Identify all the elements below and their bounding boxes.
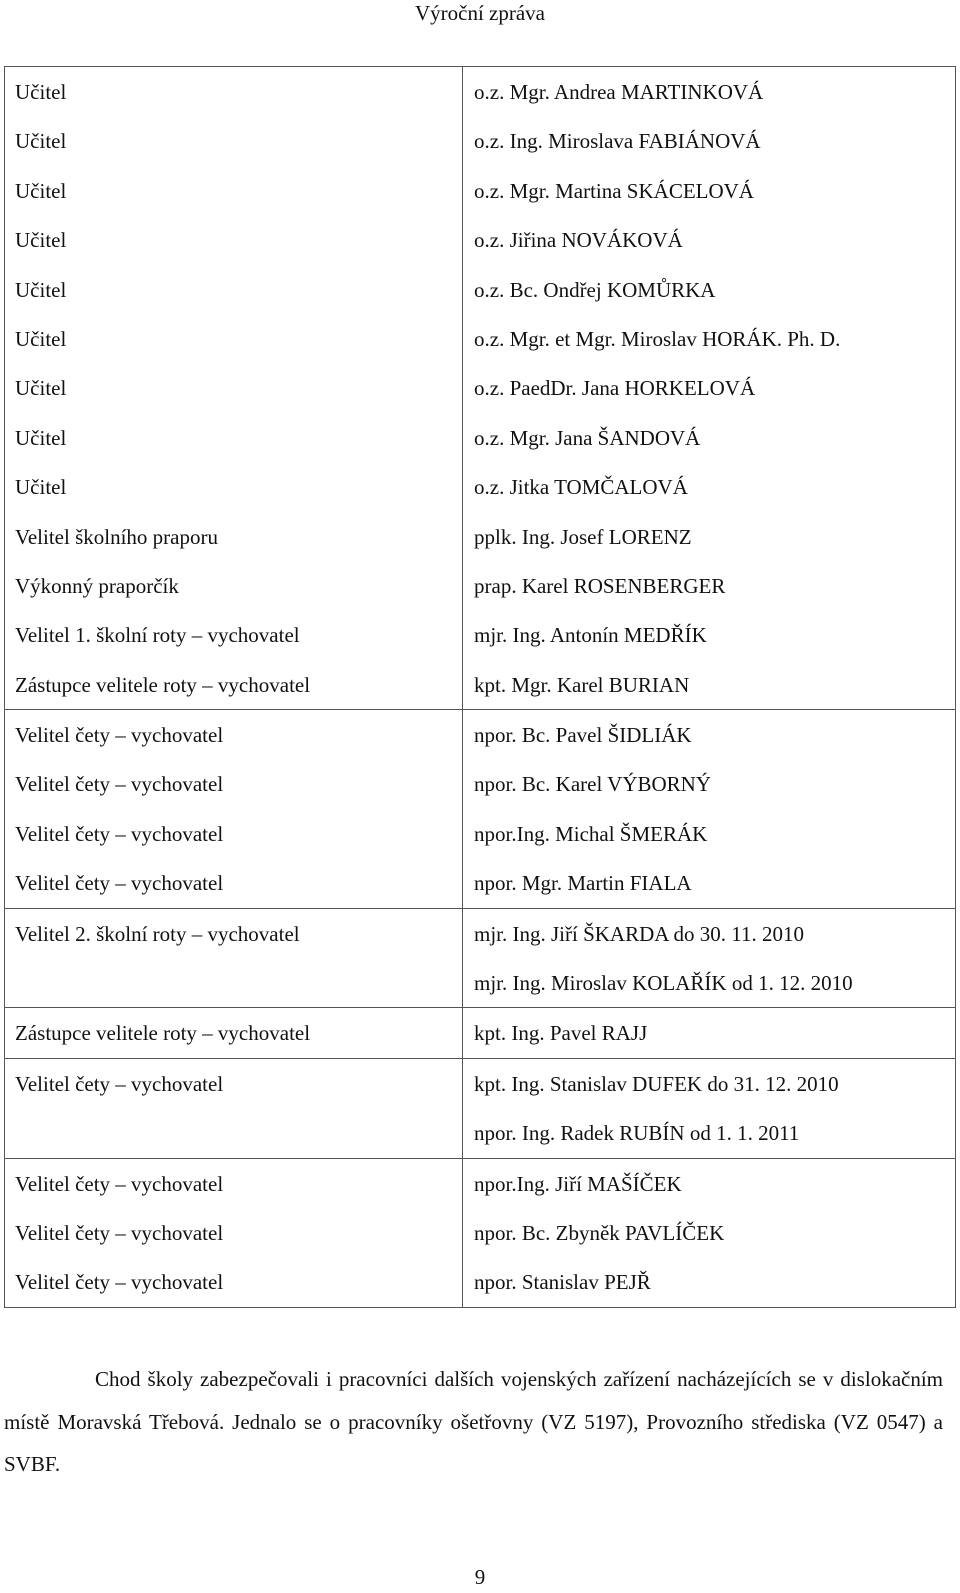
table-row (5, 1008, 956, 1058)
person-name: npor. Bc. Zbyněk PAVLÍČEK (474, 1220, 725, 1245)
person-name: npor. Bc. Pavel ŠIDLIÁK (474, 723, 692, 748)
role-cell (5, 710, 463, 909)
role-label: Zástupce velitele roty – vychovatel (15, 672, 311, 697)
table-row (5, 1158, 956, 1307)
role-label: Velitel čety – vychovatel (15, 1171, 224, 1196)
role-label (5, 1108, 462, 1157)
person-cell (463, 908, 956, 1008)
person-name: o.z. Jitka TOMČALOVÁ (474, 475, 688, 500)
role-label: Učitel (15, 277, 67, 302)
person-name: pplk. Ing. Josef LORENZ (474, 524, 692, 549)
person-name: o.z. Ing. Miroslava FABIÁNOVÁ (474, 129, 761, 154)
person-name: o.z. Bc. Ondřej KOMŮRKA (474, 277, 716, 302)
page-number: 9 (474, 1565, 486, 1589)
person-name: npor. Stanislav PEJŘ (474, 1270, 651, 1295)
role-cell (5, 908, 463, 1008)
person-name: npor. Ing. Radek RUBÍN od 1. 1. 2011 (474, 1121, 800, 1146)
role-label: Velitel 1. školní roty – vychovatel (15, 623, 300, 648)
role-label: Velitel čety – vychovatel (15, 723, 224, 748)
role-label: Učitel (15, 326, 67, 351)
table-row (5, 1058, 956, 1158)
role-label: Velitel čety – vychovatel (15, 772, 224, 797)
person-name: npor. Mgr. Martin FIALA (474, 871, 692, 896)
role-cell (5, 1008, 463, 1058)
role-label: Velitel čety – vychovatel (15, 1071, 224, 1096)
person-cell (463, 67, 956, 710)
person-name: kpt. Ing. Pavel RAJJ (474, 1021, 648, 1046)
person-cell (463, 1058, 956, 1158)
role-label: Zástupce velitele roty – vychovatel (15, 1021, 311, 1046)
role-label: Velitel školního praporu (15, 524, 218, 549)
person-name: mjr. Ing. Miroslav KOLAŘÍK od 1. 12. 2010 (474, 971, 853, 996)
person-name: o.z. Mgr. Andrea MARTINKOVÁ (474, 80, 764, 104)
person-cell (463, 710, 956, 909)
role-label (5, 958, 462, 1007)
role-label: Velitel čety – vychovatel (15, 1220, 224, 1245)
role-label: Učitel (15, 425, 67, 450)
person-name: kpt. Mgr. Karel BURIAN (474, 672, 690, 697)
staff-table (4, 66, 956, 1308)
person-name: o.z. Mgr. et Mgr. Miroslav HORÁK. Ph. D. (474, 326, 841, 351)
role-label: Učitel (15, 129, 67, 154)
person-name: o.z. Jiřina NOVÁKOVÁ (474, 228, 683, 253)
table-row (5, 710, 956, 909)
role-label: Velitel čety – vychovatel (15, 1270, 224, 1295)
person-cell (463, 1008, 956, 1058)
role-cell (5, 1158, 463, 1307)
role-label: Velitel čety – vychovatel (15, 821, 224, 846)
role-label: Učitel (15, 80, 67, 104)
person-name: mjr. Ing. Jiří ŠKARDA do 30. 11. 2010 (474, 921, 804, 946)
person-name: kpt. Ing. Stanislav DUFEK do 31. 12. 2010 (474, 1071, 839, 1096)
person-name: npor.Ing. Michal ŠMERÁK (474, 821, 708, 846)
person-name: prap. Karel ROSENBERGER (474, 573, 726, 598)
body-paragraph (4, 1358, 943, 1486)
table-row (5, 908, 956, 1008)
role-cell (5, 67, 463, 710)
role-label: Učitel (15, 376, 67, 401)
role-label: Velitel čety – vychovatel (15, 871, 224, 896)
role-label: Velitel 2. školní roty – vychovatel (15, 921, 300, 946)
role-label: Učitel (15, 228, 67, 253)
person-name: o.z. Mgr. Jana ŠANDOVÁ (474, 425, 701, 450)
page-header: Výroční zpráva (414, 1, 546, 25)
person-name: mjr. Ing. Antonín MEDŘÍK (474, 623, 707, 648)
role-label: Učitel (15, 475, 67, 500)
person-name: npor.Ing. Jiří MAŠÍČEK (474, 1171, 682, 1196)
role-cell (5, 1058, 463, 1158)
role-label: Učitel (15, 178, 67, 203)
person-cell (463, 1158, 956, 1307)
person-name: npor. Bc. Karel VÝBORNÝ (474, 772, 712, 797)
table-row (5, 67, 956, 710)
paragraph-text: Chod školy zabezpečovali i pracovníci dalších vojenských zařízení nacházejících se v dislokačním místě Moravská Třebová. Jednalo se o pracovníky ošetřovny (VZ 5197), Provozního střediska (VZ 0547) a SVBF. (4, 1367, 943, 1476)
role-label: Výkonný praporčík (15, 573, 179, 598)
person-name: o.z. Mgr. Martina SKÁCELOVÁ (474, 178, 754, 203)
person-name: o.z. PaedDr. Jana HORKELOVÁ (474, 376, 756, 401)
